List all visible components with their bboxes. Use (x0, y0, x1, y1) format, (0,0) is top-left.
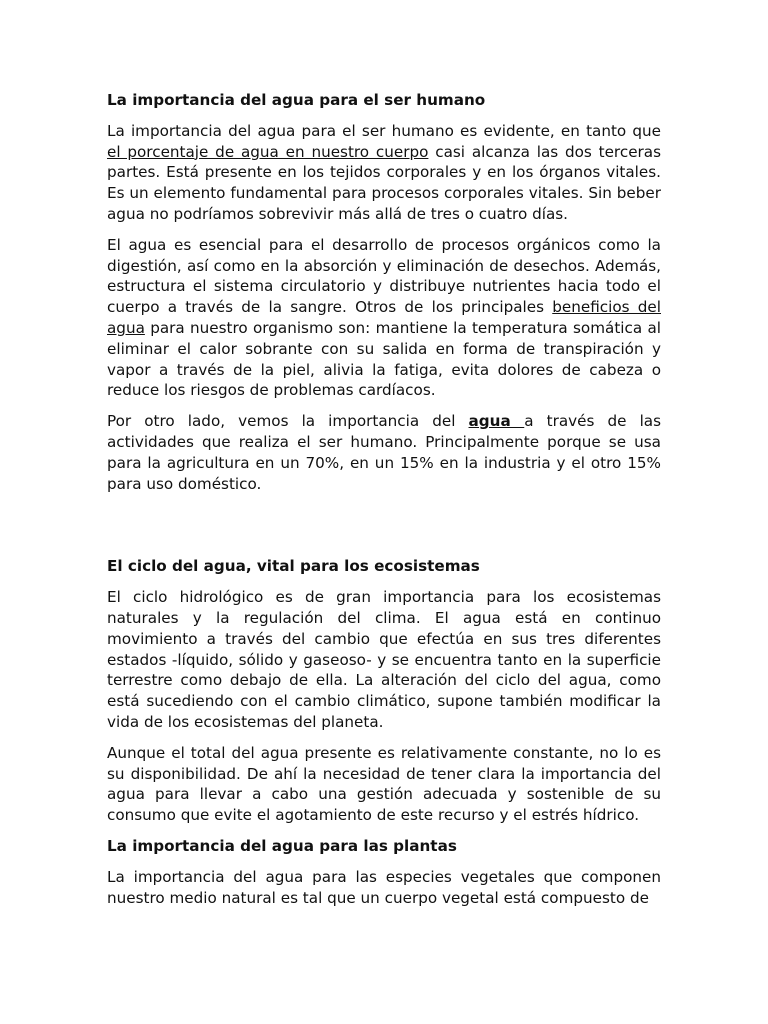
section-heading-plantas: La importancia del agua para las plantas (107, 836, 457, 855)
section-heading-ser-humano: La importancia del agua para el ser humano (107, 91, 486, 109)
paragraph-text: Por otro lado, vemos la importancia del (107, 412, 469, 431)
spacer (107, 504, 661, 556)
paragraph: La importancia del agua para las especies vegetales que componen nuestro medio natural es tal que un cuerpo vegetal está compuesto de (107, 867, 661, 907)
section-heading-ciclo-agua: El ciclo del agua, vital para los ecosistemas (107, 557, 480, 576)
paragraph-text: para nuestro organismo son: mantiene la temperatura somática al eliminar el calor sobrante con su salida en forma de transpiración y vapor a través de la piel, alivia la fatiga, evita dolores de cabeza o reduce los riesgos de problemas cardíacos. (107, 318, 661, 400)
document-body (107, 90, 661, 918)
paragraph (107, 121, 661, 225)
paragraph (107, 411, 661, 494)
paragraph-text: El agua es esencial para el desarrollo de procesos orgánicos como la digestión, así como en la absorción y eliminación de desechos. Además, estructura el sistema circulatorio y distribuye nutrientes hacia todo el cuerpo a través de la sangre. Otros de los principales (107, 235, 661, 317)
link-porcentaje-agua[interactable]: el porcentaje de agua en nuestro cuerpo (107, 142, 429, 161)
paragraph (107, 235, 661, 401)
paragraph-text: casi alcanza las dos terceras partes. Está presente en los tejidos corporales y en los órganos vitales. Es un elemento fundamental para procesos corporales vitales. Sin beber agua no podríamos sobrevivir más allá de tres o cuatro días. (107, 142, 662, 223)
link-beneficios-agua[interactable]: beneficios del agua (107, 298, 661, 337)
paragraph: Aunque el total del agua presente es relativamente constante, no lo es su disponibilidad. De ahí la necesidad de tener clara la importancia del agua para llevar a cabo una gestión adecuada y sostenible de su consumo que evite el agotamiento de este recurso y el estrés hídrico. (107, 743, 661, 825)
paragraph-text: La importancia del agua para el ser humano es evidente, en tanto que (107, 121, 661, 140)
paragraph: El ciclo hidrológico es de gran importancia para los ecosistemas naturales y la regulación del clima. El agua está en continuo movimiento a través del cambio que efectúa en sus tres diferentes estados -líquido, sólido y gaseoso- y se encuentra tanto en la superficie terrestre como debajo de ella. La alteración del ciclo del agua, como está sucediendo con el cambio climático, supone también modificar la vida de los ecosistemas del planeta. (107, 588, 661, 731)
link-agua[interactable]: agua (468, 412, 525, 431)
paragraph-text: a través de las actividades que realiza el ser humano. Principalmente porque se usa para la agricultura en un 70%, en un 15% en la industria y el otro 15% para uso doméstico. (107, 412, 662, 493)
